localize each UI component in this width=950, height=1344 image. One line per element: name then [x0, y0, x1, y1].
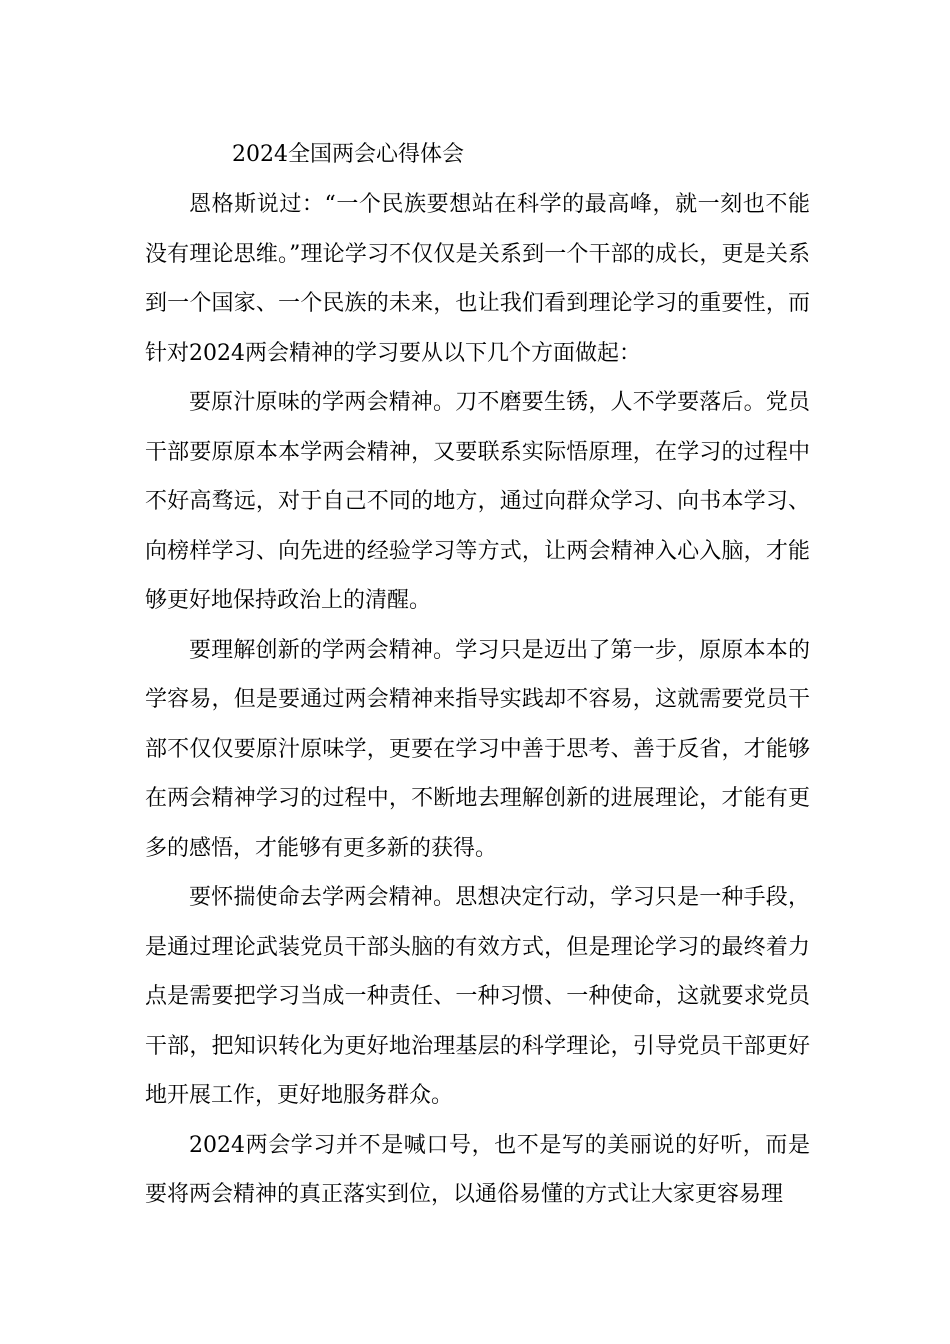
paragraph: 要怀揣使命去学两会精神。思想决定行动，学习只是一种手段，是通过理论武装党员干部头脑的有效方式，但是理论学习的最终着力点是需要把学习当成一种责任、一种习惯、一种使命，这就要求党员干部，把知识转化为更好地治理基层的科学理论，引导党员干部更好地开展工作，更好地服务群众。	[145, 885, 810, 1108]
document-title: 2024全国两会心得体会	[232, 142, 464, 167]
paragraph: 要原汁原味的学两会精神。刀不磨要生锈，人不学要落后。党员干部要原原本本学两会精神，又要联系实际悟原理，在学习的过程中不好高骛远，对于自己不同的地方，通过向群众学习、向书本学习、向榜样学习、向先进的经验学习等方式，让两会精神入心入脑，才能够更好地保持政治上的清醒。	[145, 390, 810, 613]
paragraph: 恩格斯说过：“一个民族要想站在科学的最高峰，就一刻也不能没有理论思维。”理论学习不仅仅是关系到一个干部的成长，更是关系到一个国家、一个民族的未来，也让我们看到理论学习的重要性，而针对2024两会精神的学习要从以下几个方面做起：	[145, 192, 810, 366]
document-body	[145, 180, 810, 1220]
paragraph: 要理解创新的学两会精神。学习只是迈出了第一步，原原本本的学容易，但是要通过两会精神来指导实践却不容易，这就需要党员干部不仅仅要原汁原味学，更要在学习中善于思考、善于反省，才能够在两会精神学习的过程中，不断地去理解创新的进展理论，才能有更多的感悟，才能够有更多新的获得。	[145, 637, 810, 861]
paragraph: 2024两会学习并不是喊口号，也不是写的美丽说的好听，而是要将两会精神的真正落实到位，以通俗易懂的方式让大家更容易理	[145, 1132, 810, 1207]
